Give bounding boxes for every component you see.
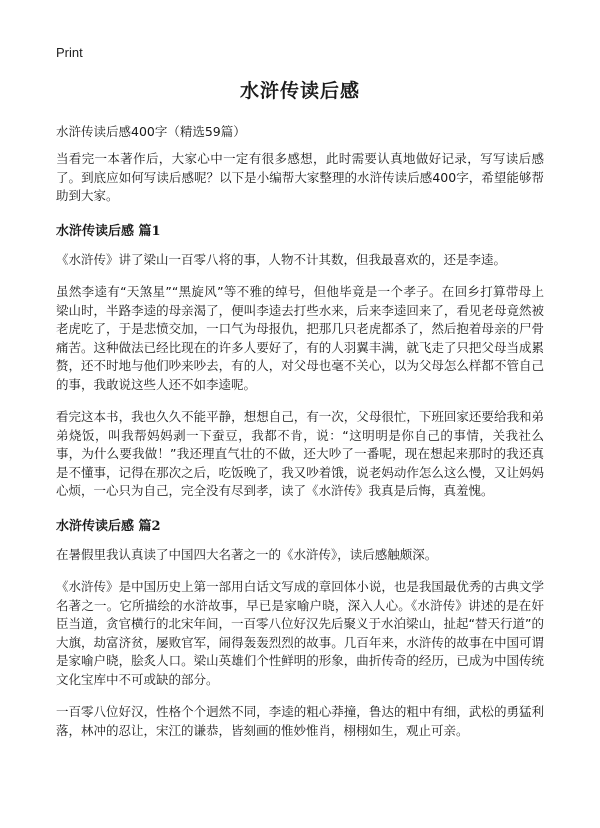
section-1-paragraph-2: 虽然李逵有“天煞星”“黑旋风”等不雅的绰号，但他毕竟是一个孝子。在回乡打算带母上梁山时，半路李逵的母亲渴了，便叫李逵去打些水来，后来李逵回来了，看见老母竟然被老虎吃了，于是悲愤交加，一口气为母报仇，把那几只老虎都杀了，然后抱着母亲的尸骨痛苦。这种做法已经比现在的许多人要好了，有的人羽翼丰满，就飞走了只把父母当成累赘，还不时地与他们吵来吵去，有的人，对父母也毫不关心，以为父母怎么样都不管自己的事，我敢说这些人还不如李逵呢。 (56, 284, 544, 392)
page-title: 水浒传读后感 (239, 80, 360, 102)
section-heading-1: 水浒传读后感 篇1 (56, 223, 161, 239)
page-subtitle: 水浒传读后感400字（精选59篇） (56, 124, 246, 139)
section-2-paragraph-1: 在暑假里我认真读了中国四大名著之一的《水浒传》，读后感触颇深。 (56, 546, 438, 562)
intro-paragraph: 当看完一本著作后，大家心中一定有很多感想，此时需要认真地做好记录，写写读后感了。到底应如何写读后感呢？以下是小编帮大家整理的水浒传读后感400字，希望能够帮助到大家。 (56, 151, 544, 203)
section-heading-2: 水浒传读后感 篇2 (56, 518, 161, 534)
article-body (56, 150, 544, 754)
section-1-paragraph-3: 看完这本书，我也久久不能平静，想想自己，有一次，父母很忙，下班回家还要给我和弟弟烧饭，叫我帮妈妈剥一下蚕豆，我都不肯，说：“这明明是你自己的事情，关我社么事，为什么要我做！”我还理直气壮的不做，还大吵了一番呢，现在想起来那时的我还真是不懂事，记得在那次之后，吃饭晚了，我又吵着饿，说老妈动作怎么这么慢，又让妈妈心烦，一心只为自己，完全没有尽到孝，读了《水浒传》我真是后悔，真羞愧。 (56, 409, 544, 498)
section-2-paragraph-2: 《水浒传》是中国历史上第一部用白话文写成的章回体小说，也是我国最优秀的古典文学名著之一。它所描绘的水浒故事，早已是家喻户晓，深入人心。《水浒传》讲述的是在奸臣当道，贪官横行的北宋年间，一百零八位好汉先后聚义于水泊梁山，扯起“替天行道”的大旗，劫富济贫，屡败官军，闹得轰轰烈烈的故事。几百年来，水浒传的故事在中国可谓是家喻户晓，脍炙人口。梁山英雄们个性鲜明的形象，曲折传奇的经历，已成为中国传统文化宝库中不可或缺的部分。 (56, 579, 544, 687)
section-1-paragraph-1: 《水浒传》讲了梁山一百零八将的事，人物不计其数，但我最喜欢的，还是李逵。 (56, 251, 507, 267)
section-2-paragraph-3: 一百零八位好汉，性格个个迥然不同，李逵的粗心莽撞，鲁达的粗中有细，武松的勇猛利落，林冲的忍让，宋江的谦恭，皆刻画的惟妙惟肖，栩栩如生，观止可亲。 (56, 704, 544, 738)
print-link[interactable]: Print (56, 45, 83, 60)
